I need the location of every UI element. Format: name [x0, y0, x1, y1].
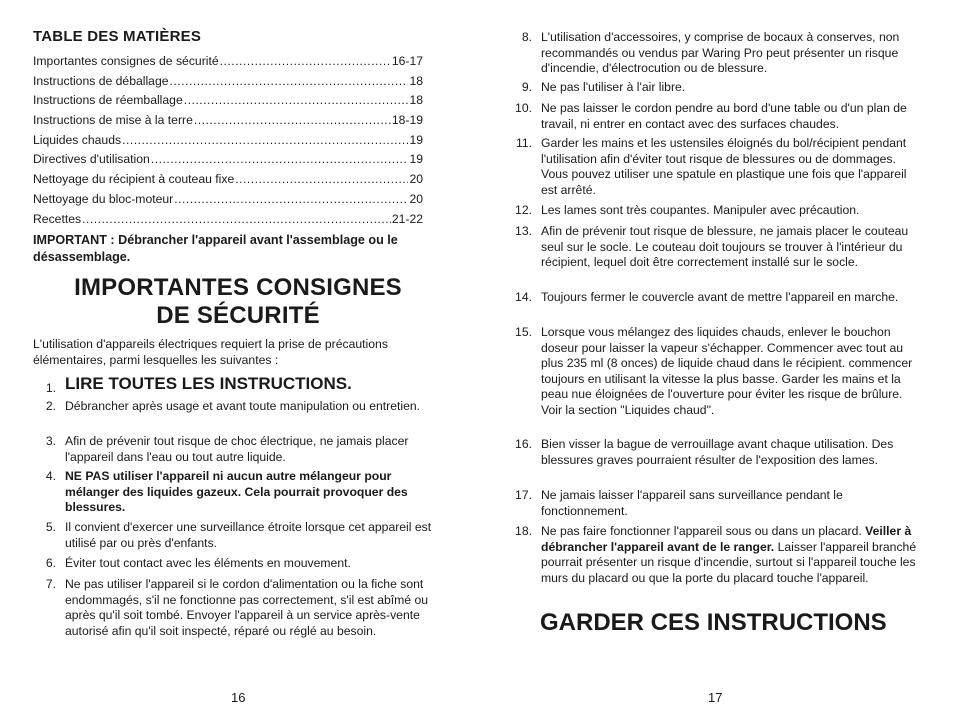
toc-entry: Liquides chauds ..... 19 — [33, 131, 423, 151]
list-item: 17. Ne jamais laisser l'appareil sans surveillance pendant le fonctionnement. — [515, 488, 843, 518]
list-item: 2. Débrancher après usage et avant toute manipulation ou entretien. — [45, 399, 421, 413]
list-item: 7. Ne pas utiliser l'appareil si le cordon d'alimentation ou la fiche sont endommagés, s'il ne fonctionne pas correctement, s'il est abîmé ou après qu'il soit tombé. Envoyer l'appareil à un service après-vente autorisé afin qu'il soit inspecté, réparé ou réglé au besoin. — [45, 577, 429, 638]
toc-entry: Recettes ..... 21-22 — [33, 210, 423, 230]
list-item: 14. Toujours fermer le couvercle avant de mettre l'appareil en marche. — [515, 290, 899, 304]
closing-title: GARDER CES INSTRUCTIONS — [540, 609, 887, 636]
table-of-contents — [33, 52, 423, 229]
list-item: 10. Ne pas laisser le cordon pendre au bord d'une table ou d'un plan de travail, ni entrer en contact avec des surfaces chaudes. — [515, 101, 907, 131]
list-item: 18. Ne pas faire fonctionner l'appareil sous ou dans un placard. Veiller à débrancher l'appareil avant de le ranger. Laisser l'appareil branché pourrait présenter un risque d'incendie, surtout si l'appareil touche les murs du placard ou que la porte du placard touche l'appareil. — [515, 524, 917, 585]
list-item: 15. Lorsque vous mélangez des liquides chauds, enlever le bouchon doseur pour laisser la vapeur s'échapper. Commencer avec tout au plus 235 ml (8 onces) de liquide chaud dans le récipient. commencer toujours en utilisant la vitesse la plus basse. Garder les mains et la peau nue éloignées de l'ouverture pour éviter les risque de brûlure. Voir la section "Liquides chaud". — [515, 325, 913, 417]
list-item: 9. Ne pas l'utiliser à l'air libre. — [521, 80, 686, 94]
toc-entry: Instructions de déballage ..... 18 — [33, 72, 423, 92]
intro-paragraph: L'utilisation d'appareils électriques requiert la prise de précautions élémentaires, parmi lesquelles les suivantes : — [33, 337, 388, 367]
list-item: 4. NE PAS utiliser l'appareil ni aucun autre mélangeur pour mélanger des liquides gazeux. Cela pourrait provoquer des blessures. — [45, 469, 408, 514]
toc-entry: Instructions de réemballage ..... 18 — [33, 91, 423, 111]
list-item: 8. L'utilisation d'accessoires, y comprise de bocaux à conserves, non recommandés ou vendus par Waring Pro peut présenter un risque d'incendie, d'électrocution ou de blessure. — [521, 30, 900, 75]
toc-entry: Instructions de mise à la terre ..... 18-19 — [33, 111, 423, 131]
important-notice: IMPORTANT : Débrancher l'appareil avant l'assemblage ou le désassemblage. — [33, 233, 398, 264]
list-item: 3. Afin de prévenir tout risque de choc électrique, ne jamais placer l'appareil dans l'eau ou tout autre liquide. — [45, 434, 409, 464]
safety-title: IMPORTANTES CONSIGNES DE SÉCURITÉ — [74, 274, 402, 329]
list-item: 5. Il convient d'exercer une surveillance étroite lorsque cet appareil est utilisé par ou près d'enfants. — [45, 520, 432, 550]
list-item: 16. Bien visser la bague de verrouillage avant chaque utilisation. Des blessures graves pourraient résulter de l'exposition des lames. — [515, 437, 894, 467]
list-item: 6. Éviter tout contact avec les éléments en mouvement. — [45, 556, 351, 570]
list-item: 12. Les lames sont très coupantes. Manipuler avec précaution. — [515, 203, 860, 217]
toc-entry: Directives d'utilisation ..... 19 — [33, 150, 423, 170]
toc-entry: Nettoyage du bloc-moteur ..... 20 — [33, 190, 423, 210]
toc-entry: Importantes consignes de sécurité ..... 16-17 — [33, 52, 423, 72]
page-number-left: 16 — [231, 690, 246, 705]
list-item: 11. Garder les mains et les ustensiles éloignés du bol/récipient pendant l'utilisation afin d'éviter tout risque de blessures ou de dommages. Vous pouvez utiliser une spatule en plastique une fois que l'appareil est arrêté. — [515, 136, 907, 197]
toc-entry: Nettoyage du récipient à couteau fixe ..... 20 — [33, 170, 423, 190]
toc-heading: TABLE DES MATIÈRES — [33, 28, 202, 45]
page-number-right: 17 — [708, 690, 723, 705]
list-item: 13. Afin de prévenir tout risque de blessure, ne jamais placer le couteau seul sur le socle. Le couteau doit toujours se trouver à l'intérieur du récipient, lequel doit être correctement installé sur le socle. — [515, 224, 909, 269]
list-item: 1. LIRE TOUTES LES INSTRUCTIONS. — [45, 374, 352, 395]
